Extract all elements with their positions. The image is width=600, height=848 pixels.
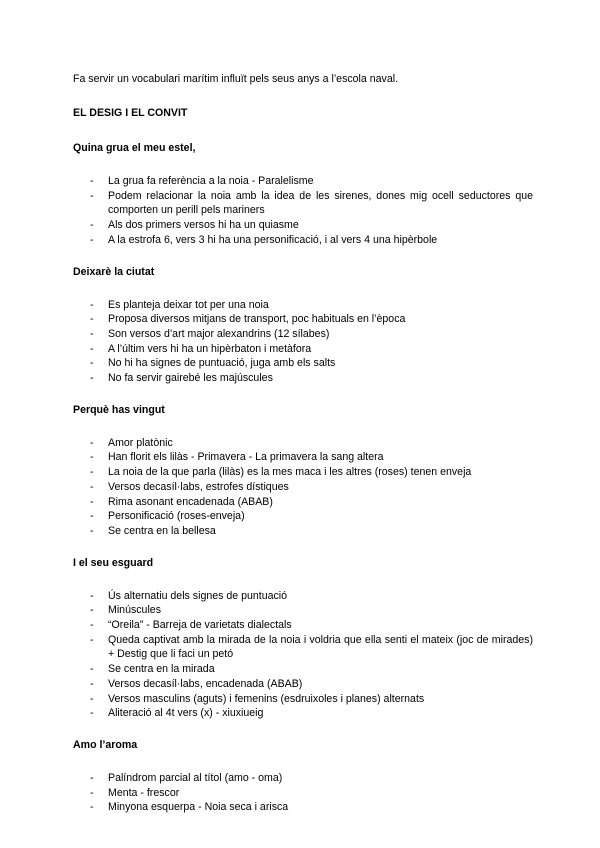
list-item-text: Rima asonant encadenada (ABAB) <box>108 495 273 508</box>
list-item <box>73 189 533 218</box>
list-item <box>73 450 533 465</box>
list-item <box>73 298 533 313</box>
list-item-text: Son versos d’art major alexandrins (12 sílabes) <box>108 327 330 340</box>
list-item <box>73 633 533 662</box>
list-item <box>73 436 533 451</box>
list-item-text: A l’últim vers hi ha un hipèrbaton i metàfora <box>108 342 312 355</box>
bullet-dash: - <box>90 663 94 676</box>
bullet-dash: - <box>90 633 94 646</box>
bullet-dash: - <box>90 707 94 720</box>
list-item-text: Personificació (roses-enveja) <box>108 510 245 523</box>
bullet-dash: - <box>90 786 94 799</box>
bullet-dash: - <box>90 677 94 690</box>
bullet-dash: - <box>90 771 94 784</box>
bullet-dash: - <box>90 619 94 632</box>
list-item <box>73 662 533 677</box>
bullet-list <box>73 589 533 721</box>
list-item <box>73 524 533 539</box>
list-item <box>73 800 533 815</box>
bullet-list <box>73 436 533 539</box>
list-item-text: La grua fa referència a la noia - Paralelisme <box>108 175 314 187</box>
list-item-text: Se centra en la mirada <box>108 663 215 676</box>
bullet-dash: - <box>90 313 94 326</box>
list-item <box>73 603 533 618</box>
bullet-dash: - <box>90 327 94 340</box>
list-item-text: Versos masculins (aguts) i femenins (esdruixoles i planes) alternats <box>108 692 425 705</box>
bullet-dash: - <box>90 692 94 705</box>
section-heading: Deixarè la ciutat <box>73 265 155 278</box>
bullet-dash: - <box>90 604 94 617</box>
list-item-text: A la estrofa 6, vers 3 hi ha una personificació, i al vers 4 una hipèrbole <box>108 233 438 246</box>
document-page <box>73 72 533 832</box>
list-item-text: Als dos primers versos hi ha un quiasme <box>108 219 299 232</box>
section-heading: Quina grua el meu estel, <box>73 142 196 154</box>
list-item <box>73 356 533 371</box>
section-heading: Perquè has vingut <box>73 403 165 416</box>
list-item <box>73 509 533 524</box>
section-heading: I el seu esguard <box>73 556 154 569</box>
bullet-dash: - <box>90 233 94 246</box>
list-item <box>73 480 533 495</box>
bullet-dash: - <box>90 451 94 464</box>
list-item-text: Es planteja deixar tot per una noia <box>108 298 269 311</box>
bullet-list <box>73 298 533 386</box>
list-item-text: No fa servir gairebé les majúscules <box>108 372 273 385</box>
list-item <box>73 327 533 342</box>
list-item-text: Minúscules <box>108 604 161 617</box>
bullet-dash: - <box>90 466 94 479</box>
bullet-dash: - <box>90 510 94 523</box>
list-item <box>73 706 533 721</box>
bullet-dash: - <box>90 357 94 370</box>
list-item <box>73 677 533 692</box>
list-item-text: “Oreila” - Barreja de varietats dialectals <box>108 619 292 632</box>
bullet-dash: - <box>90 589 94 602</box>
list-item <box>73 465 533 480</box>
list-item <box>73 233 533 248</box>
list-item-text: Versos decasíl·labs, estrofes dístiques <box>108 480 289 493</box>
list-item-text: Aliteració al 4t vers (x) - xiuxiueig <box>108 707 264 720</box>
section-heading: Amo l’aroma <box>73 738 138 751</box>
list-item <box>73 771 533 786</box>
list-item <box>73 312 533 327</box>
list-item-text: Palíndrom parcial al títol (amo - oma) <box>108 771 283 784</box>
list-item <box>73 371 533 386</box>
list-item-text: Proposa diversos mitjans de transport, poc habituals en l’època <box>108 313 406 326</box>
list-item-text: Podem relacionar la noia amb la idea de les sirenes, dones mig ocell seductores que comporten un perill pels mariners <box>108 189 533 217</box>
sections-container <box>73 141 533 815</box>
list-item-text: Queda captivat amb la mirada de la noia i voldria que ella senti el mateix (joc de mirades) + Destig que li faci un petó <box>108 633 533 661</box>
bullet-dash: - <box>90 495 94 508</box>
list-item-text: Ús alternatiu dels signes de puntuació <box>108 589 288 602</box>
list-item <box>73 692 533 707</box>
bullet-dash: - <box>90 189 94 202</box>
bullet-dash: - <box>90 436 94 449</box>
list-item <box>73 495 533 510</box>
list-item-text: Han florit els lilàs - Primavera - La primavera la sang altera <box>108 451 384 464</box>
list-item-text: La noia de la que parla (lilàs) es la mes maca i les altres (roses) tenen enveja <box>108 466 472 479</box>
list-item-text: Menta - frescor <box>108 786 180 799</box>
list-item <box>73 618 533 633</box>
list-item-text: Versos decasíl·labs, encadenada (ABAB) <box>108 677 303 690</box>
list-item-text: Minyona esquerpa - Noia seca i arisca <box>108 801 289 814</box>
list-item <box>73 786 533 801</box>
bullet-dash: - <box>90 480 94 493</box>
bullet-list <box>73 174 533 248</box>
bullet-dash: - <box>90 342 94 355</box>
list-item-text: Amor platònic <box>108 436 173 449</box>
list-item <box>73 342 533 357</box>
list-item <box>73 174 533 189</box>
bullet-dash: - <box>90 372 94 385</box>
list-item-text: No hi ha signes de puntuació, juga amb els salts <box>108 357 336 370</box>
intro-paragraph: Fa servir un vocabulari marítim influït pels seus anys a l’escola naval. <box>73 73 399 85</box>
bullet-list <box>73 771 533 815</box>
list-item-text: Se centra en la bellesa <box>108 524 216 537</box>
bullet-dash: - <box>90 298 94 311</box>
list-item <box>73 218 533 233</box>
bullet-dash: - <box>90 524 94 537</box>
document-title: EL DESIG I EL CONVIT <box>73 107 188 119</box>
bullet-dash: - <box>90 175 94 187</box>
bullet-dash: - <box>90 801 94 814</box>
bullet-dash: - <box>90 219 94 232</box>
list-item <box>73 589 533 604</box>
